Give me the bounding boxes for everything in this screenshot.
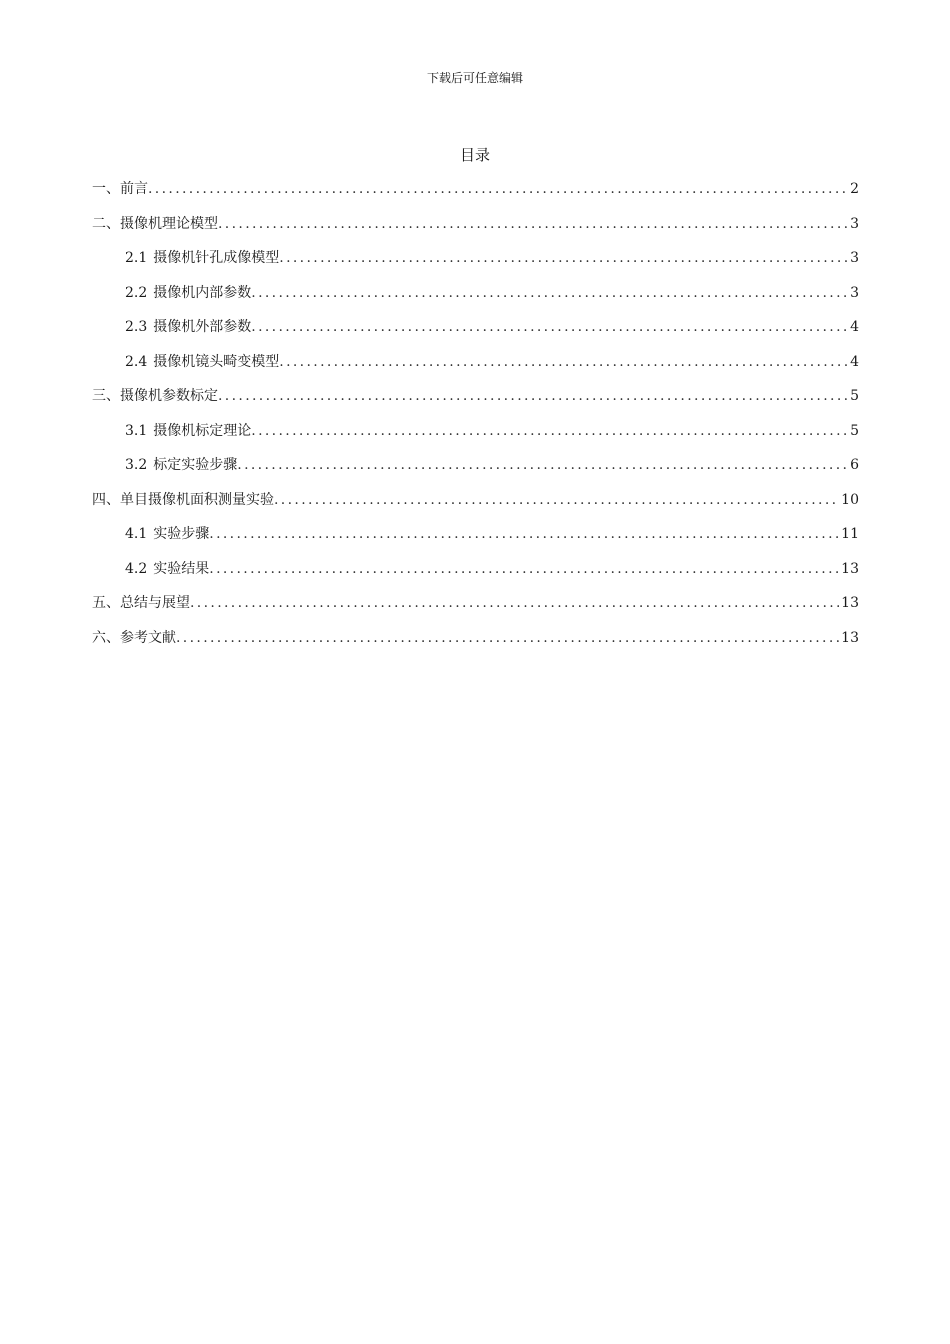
toc-dot-leader <box>279 352 848 372</box>
toc-entry[interactable] <box>92 345 859 380</box>
toc-entry-number: 2.3 <box>125 319 148 336</box>
toc-entry-page: 4 <box>850 319 859 336</box>
toc-entry-page: 5 <box>850 422 859 439</box>
toc-dot-leader <box>148 179 848 199</box>
toc-entry-title: 实验结果 <box>153 560 210 577</box>
toc-entry-label <box>125 248 279 268</box>
toc-entry-page: 3 <box>850 215 859 232</box>
toc-entry[interactable] <box>92 448 859 483</box>
toc-dot-leader <box>190 593 839 613</box>
toc-entry-label <box>92 628 176 648</box>
toc-entry[interactable] <box>92 586 859 621</box>
toc-entry-title: 摄像机内部参数 <box>153 284 252 301</box>
toc-entry-label <box>92 214 218 234</box>
toc-entry-page: 13 <box>841 560 859 577</box>
toc-dot-leader <box>176 628 839 648</box>
toc-entry-number: 2.2 <box>125 284 148 301</box>
toc-entry[interactable] <box>92 552 859 587</box>
toc-dot-leader <box>251 421 848 441</box>
toc-entry-title: 实验步骤 <box>153 526 210 543</box>
toc-entry-page: 5 <box>850 388 859 405</box>
toc-entry-title: 摄像机针孔成像模型 <box>153 250 280 267</box>
toc-entry[interactable] <box>92 276 859 311</box>
toc-entry-label <box>125 317 251 337</box>
toc-dot-leader <box>251 317 848 337</box>
toc-entry-title: 摄像机镜头畸变模型 <box>153 353 280 370</box>
toc-entry-label <box>92 386 218 406</box>
toc-entry-title: 标定实验步骤 <box>153 457 238 474</box>
toc-entry-label <box>125 455 237 475</box>
toc-entry-label <box>125 421 251 441</box>
toc-entry-title: 六、参考文献 <box>92 629 176 646</box>
toc-dot-leader <box>209 559 839 579</box>
toc-dot-leader <box>209 524 839 544</box>
toc-entry[interactable] <box>92 207 859 242</box>
toc-entry-page: 13 <box>841 595 859 612</box>
toc-entry[interactable] <box>92 621 859 656</box>
toc-entry-title: 一、前言 <box>92 181 148 198</box>
toc-entry-title: 五、总结与展望 <box>92 595 190 612</box>
toc-entry-title: 三、摄像机参数标定 <box>92 388 218 405</box>
toc-entry-page: 4 <box>850 353 859 370</box>
toc-entry[interactable] <box>92 241 859 276</box>
toc-entry-label <box>125 283 251 303</box>
toc-entry-page: 3 <box>850 284 859 301</box>
toc-dot-leader <box>279 248 848 268</box>
toc-dot-leader <box>218 214 848 234</box>
toc-entry-label <box>125 524 209 544</box>
toc-entry-label <box>125 352 279 372</box>
page-header: 下载后可任意编辑 <box>426 71 523 85</box>
toc-entry-number: 4.1 <box>125 526 148 543</box>
toc-title: 目录 <box>459 146 490 164</box>
toc-entry-label <box>92 490 274 510</box>
toc-entry-number: 2.4 <box>125 353 148 370</box>
toc-entry-page: 3 <box>850 250 859 267</box>
toc-entry-page: 10 <box>841 491 859 508</box>
toc-entry[interactable] <box>92 172 859 207</box>
toc-entry[interactable] <box>92 414 859 449</box>
toc-entry-number: 3.2 <box>125 457 148 474</box>
toc-entry-title: 四、单目摄像机面积测量实验 <box>92 491 274 508</box>
toc-dot-leader <box>274 490 839 510</box>
toc-entry[interactable] <box>92 379 859 414</box>
toc-dot-leader <box>237 455 848 475</box>
toc-entry-number: 4.2 <box>125 560 148 577</box>
toc-entry[interactable] <box>92 517 859 552</box>
toc-entry[interactable] <box>92 483 859 518</box>
toc-dot-leader <box>218 386 848 406</box>
toc-entry-label <box>92 179 148 199</box>
toc-dot-leader <box>251 283 848 303</box>
toc-entry-title: 摄像机外部参数 <box>153 319 252 336</box>
toc-entry-page: 11 <box>841 526 859 543</box>
toc-entry-label <box>92 593 190 613</box>
toc-entry-title: 摄像机标定理论 <box>153 422 252 439</box>
toc-entry-number: 3.1 <box>125 422 148 439</box>
toc-entry-label <box>125 559 209 579</box>
toc-entry-page: 13 <box>841 629 859 646</box>
toc-entry[interactable] <box>92 310 859 345</box>
toc-entry-number: 2.1 <box>125 250 148 267</box>
table-of-contents <box>92 172 859 655</box>
toc-entry-title: 二、摄像机理论模型 <box>92 215 218 232</box>
toc-entry-page: 6 <box>850 457 859 474</box>
toc-entry-page: 2 <box>850 181 859 198</box>
